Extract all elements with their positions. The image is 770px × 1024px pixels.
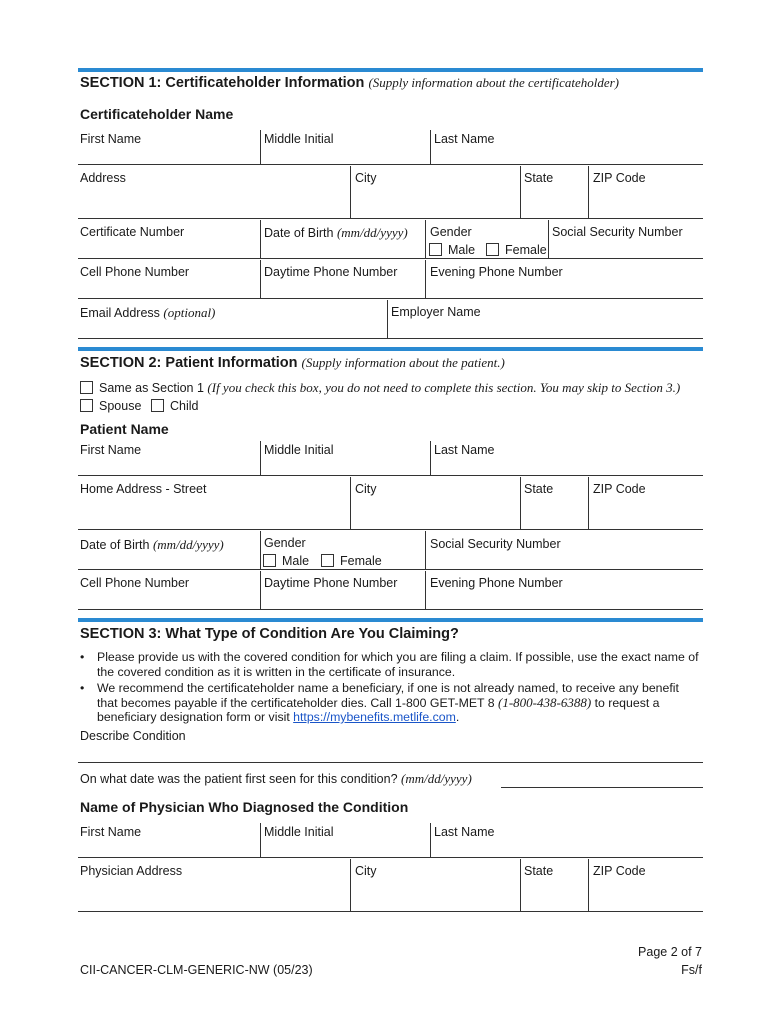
- divider: [425, 531, 426, 569]
- s3-state-label: State: [524, 864, 554, 878]
- divider: [520, 477, 521, 529]
- s1-daytime-phone-label: Daytime Phone Number: [264, 265, 398, 279]
- divider: [350, 166, 351, 218]
- s2-ssn-label: Social Security Number: [430, 537, 561, 551]
- section2-rule: [78, 347, 703, 351]
- section1-rule: [78, 68, 703, 72]
- s2-home-address-label: Home Address - Street: [80, 482, 207, 496]
- s1-address-field-line[interactable]: [78, 218, 703, 219]
- patient-name-heading: Patient Name: [80, 421, 169, 437]
- s2-address-field-line[interactable]: [78, 529, 703, 530]
- divider: [260, 531, 261, 569]
- divider: [350, 859, 351, 911]
- physician-heading: Name of Physician Who Diagnosed the Condition: [80, 799, 409, 815]
- s2-last-name-label: Last Name: [434, 443, 495, 457]
- divider: [588, 477, 589, 529]
- section3-title: SECTION 3: What Type of Condition Are You Claiming?: [80, 626, 459, 642]
- bullet2-end: .: [455, 710, 460, 724]
- spouse-label: Spouse: [99, 399, 142, 413]
- s1-phone-field-line[interactable]: [78, 298, 703, 299]
- s3-city-label: City: [355, 864, 377, 878]
- s1-name-field-line[interactable]: [78, 164, 703, 165]
- first-seen-date-field-line[interactable]: [501, 787, 703, 788]
- section3-instructions: [80, 650, 702, 727]
- spouse-option[interactable]: [80, 399, 141, 413]
- divider: [588, 166, 589, 218]
- divider: [260, 571, 261, 609]
- s1-female-option[interactable]: [486, 243, 547, 257]
- s1-evening-phone-label: Evening Phone Number: [430, 265, 563, 279]
- s1-gender-label: Gender: [430, 225, 472, 239]
- child-label: Child: [170, 399, 199, 413]
- s1-cert-field-line[interactable]: [78, 258, 703, 259]
- s2-name-field-line[interactable]: [78, 475, 703, 476]
- s3-first-name-label: First Name: [80, 825, 142, 839]
- s2-dob-field-line[interactable]: [78, 569, 703, 570]
- describe-condition-label: Describe Condition: [80, 729, 186, 743]
- s1-female-label: Female: [505, 243, 547, 257]
- divider: [260, 220, 261, 258]
- s2-female-option[interactable]: [321, 554, 382, 568]
- divider: [430, 441, 431, 475]
- s1-dob-text: Date of Birth: [264, 226, 334, 240]
- s3-middle-initial-label: Middle Initial: [264, 825, 334, 839]
- divider: [387, 300, 388, 338]
- same-as-label: Same as Section 1: [99, 381, 204, 395]
- spouse-checkbox[interactable]: [80, 399, 93, 412]
- s1-email-field-line[interactable]: [78, 338, 703, 339]
- s1-last-name-label: Last Name: [434, 132, 495, 146]
- s1-female-checkbox[interactable]: [486, 243, 499, 256]
- bullet2-text: We recommend the certificateholder name a beneficiary, if one is not already named, to receive any benefit that becomes payable if the certificateholder dies. Call 1-800 GET-MET 8: [97, 681, 679, 710]
- s1-male-option[interactable]: [429, 243, 475, 257]
- s2-male-option[interactable]: [263, 554, 309, 568]
- s2-male-checkbox[interactable]: [263, 554, 276, 567]
- same-as-note: (If you check this box, you do not need to complete this section. You may skip to Section 3.): [207, 380, 681, 395]
- bullet2-text-b: to request a beneficiary designation form or visit: [97, 695, 660, 724]
- instruction-bullet: [80, 681, 702, 725]
- certificateholder-name-heading: Certificateholder Name: [80, 106, 234, 122]
- physician-address-label: Physician Address: [80, 864, 183, 878]
- divider: [425, 571, 426, 609]
- s1-male-checkbox[interactable]: [429, 243, 442, 256]
- s3-name-field-line[interactable]: [78, 857, 703, 858]
- s3-zip-label: ZIP Code: [593, 864, 646, 878]
- bullet2-phone: (1-800-438-6388): [498, 694, 592, 710]
- section3-rule: [78, 618, 703, 622]
- s1-first-name-label: First Name: [80, 132, 142, 146]
- s1-email-label: [80, 305, 215, 321]
- divider: [260, 260, 261, 298]
- s1-dob-label: [264, 225, 408, 241]
- s2-state-label: State: [524, 482, 554, 496]
- section1-title: [80, 75, 619, 91]
- child-checkbox[interactable]: [151, 399, 164, 412]
- s1-middle-initial-label: Middle Initial: [264, 132, 334, 146]
- s2-cell-phone-label: Cell Phone Number: [80, 576, 190, 590]
- s2-male-label: Male: [282, 554, 310, 568]
- s2-dob-text: Date of Birth: [80, 538, 150, 552]
- instruction-bullet: • Please provide us with the covered condition for which you are filing a claim. If possible, use the exact name of the covered condition as it is written in the certificate of insurance.: [80, 650, 702, 679]
- section1-title-text: SECTION 1: Certificateholder Information: [80, 75, 365, 91]
- first-seen-text: On what date was the patient first seen for this condition?: [80, 772, 398, 786]
- divider: [260, 441, 261, 475]
- divider: [260, 130, 261, 164]
- s2-zip-label: ZIP Code: [593, 482, 646, 496]
- s1-cell-phone-label: Cell Phone Number: [80, 265, 190, 279]
- s2-city-label: City: [355, 482, 377, 496]
- divider: [425, 220, 426, 258]
- section2-note: (Supply information about the patient.): [301, 355, 505, 370]
- divider: [520, 166, 521, 218]
- divider: [588, 859, 589, 911]
- s1-email-optional: (optional): [163, 305, 216, 320]
- divider: [425, 260, 426, 298]
- s3-address-field-line[interactable]: [78, 911, 703, 912]
- divider: [430, 823, 431, 857]
- s3-last-name-label: Last Name: [434, 825, 495, 839]
- s2-gender-label: Gender: [264, 536, 306, 550]
- s1-zip-label: ZIP Code: [593, 171, 646, 185]
- s1-state-label: State: [524, 171, 554, 185]
- divider: [548, 220, 549, 258]
- s2-phone-field-line[interactable]: [78, 609, 703, 610]
- first-seen-label: [80, 771, 472, 787]
- s2-evening-phone-label: Evening Phone Number: [430, 576, 563, 590]
- s2-first-name-label: First Name: [80, 443, 142, 457]
- section2-title: [80, 355, 505, 371]
- s2-female-checkbox[interactable]: [321, 554, 334, 567]
- s1-certificate-number-label: Certificate Number: [80, 225, 185, 239]
- child-option[interactable]: [151, 399, 199, 413]
- same-as-section1-option[interactable]: [80, 380, 680, 396]
- s2-dob-label: [80, 537, 224, 553]
- s2-middle-initial-label: Middle Initial: [264, 443, 334, 457]
- mybenefits-link[interactable]: https://mybenefits.metlife.com: [293, 710, 456, 724]
- s2-daytime-phone-label: Daytime Phone Number: [264, 576, 398, 590]
- page-number: Page 2 of 7: [638, 945, 702, 959]
- form-id: CII-CANCER-CLM-GENERIC-NW (05/23): [80, 963, 313, 977]
- section2-title-text: SECTION 2: Patient Information: [80, 355, 298, 371]
- same-as-section1-checkbox[interactable]: [80, 381, 93, 394]
- first-seen-format: (mm/dd/yyyy): [401, 771, 472, 786]
- s1-email-text: Email Address: [80, 306, 160, 320]
- s1-address-label: Address: [80, 171, 126, 185]
- s1-dob-format: (mm/dd/yyyy): [336, 225, 408, 240]
- divider: [260, 823, 261, 857]
- s1-employer-label: Employer Name: [391, 305, 481, 319]
- s2-female-label: Female: [340, 554, 382, 568]
- describe-condition-field-line[interactable]: [78, 762, 703, 763]
- divider: [520, 859, 521, 911]
- divider: [430, 130, 431, 164]
- s1-ssn-label: Social Security Number: [552, 225, 683, 239]
- s2-dob-format: (mm/dd/yyyy): [152, 537, 224, 552]
- s1-city-label: City: [355, 171, 377, 185]
- section1-note: (Supply information about the certificateholder): [368, 75, 620, 90]
- divider: [350, 477, 351, 529]
- s1-male-label: Male: [448, 243, 476, 257]
- form-code: Fs/f: [681, 963, 702, 977]
